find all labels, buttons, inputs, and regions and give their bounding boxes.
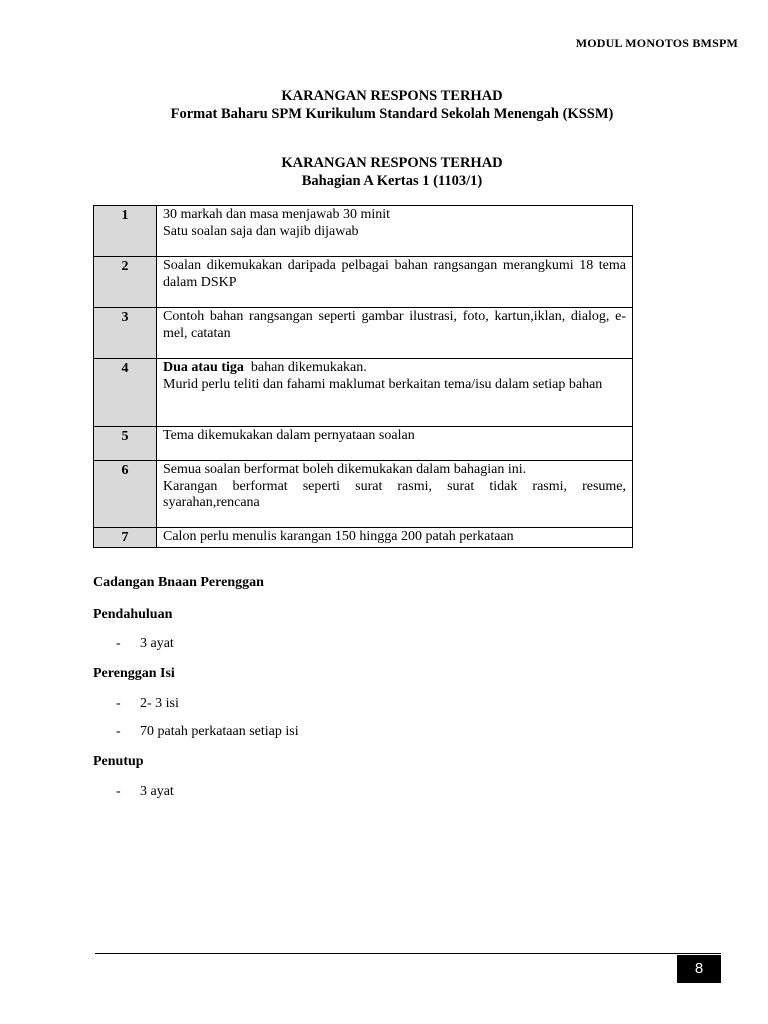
main-title-line2: Format Baharu SPM Kurikulum Standard Sekolah Menengah (KSSM) (170, 106, 614, 122)
row-number: 2 (94, 257, 157, 308)
table-row (94, 308, 633, 359)
row-text: Calon perlu menulis karangan 150 hingga 200 patah perkataan (157, 528, 633, 548)
list-item-text: 70 patah perkataan setiap isi (140, 724, 299, 739)
list-item (116, 696, 179, 712)
section-title-line2: Bahagian A Kertas 1 (1103/1) (301, 173, 483, 189)
row-text-line: 30 markah dan masa menjawab 30 minit (163, 207, 391, 222)
row-text (157, 359, 633, 427)
closing-heading: Penutup (93, 754, 144, 769)
info-table (93, 205, 633, 548)
table-row (94, 359, 633, 427)
row-text-line: Murid perlu teliti dan fahami maklumat berkaitan tema/isu dalam setiap bahan (163, 376, 603, 392)
row-number: 4 (94, 359, 157, 427)
row-text (157, 461, 633, 528)
list-item-text: 3 ayat (140, 636, 174, 651)
list-item-text: 2- 3 isi (140, 696, 179, 711)
bold-lead: Dua atau tiga (163, 360, 244, 375)
footer-divider (95, 953, 721, 954)
structure-heading: Cadangan Bnaan Perenggan (93, 575, 264, 590)
row-text-line: Karangan berformat seperti surat rasmi, surat tidak rasmi, resume, syarahan,rencana (163, 478, 626, 510)
list-item-text: 3 ayat (140, 784, 174, 799)
main-title (0, 87, 768, 123)
module-header: MODUL MONOTOS BMSPM (575, 36, 738, 50)
intro-heading: Pendahuluan (93, 607, 173, 622)
row-text (157, 206, 633, 257)
table-row (94, 528, 633, 548)
body-heading: Perenggan Isi (93, 666, 175, 681)
dash-marker: - (116, 724, 121, 739)
row-text: Contoh bahan rangsangan seperti gambar ilustrasi, foto, kartun,iklan, dialog, e-mel, catatan (157, 308, 633, 359)
row-text: Tema dikemukakan dalam pernyataan soalan (157, 427, 633, 461)
dash-marker: - (116, 696, 121, 711)
row-text-line: Semua soalan berformat boleh dikemukakan dalam bahagian ini. (163, 462, 527, 477)
lead-rest: bahan dikemukakan. (243, 360, 367, 375)
table-row (94, 461, 633, 528)
row-number: 1 (94, 206, 157, 257)
dash-marker: - (116, 636, 121, 651)
section-title-line1: KARANGAN RESPONS TERHAD (281, 155, 503, 171)
main-title-line1: KARANGAN RESPONS TERHAD (281, 88, 503, 104)
table-row (94, 427, 633, 461)
row-number: 6 (94, 461, 157, 528)
dash-marker: - (116, 784, 121, 799)
row-text: Soalan dikemukakan daripada pelbagai bahan rangsangan merangkumi 18 tema dalam DSKP (157, 257, 633, 308)
table-row (94, 206, 633, 257)
list-item (116, 724, 299, 740)
row-text-line: Satu soalan saja dan wajib dijawab (163, 223, 359, 239)
row-number: 5 (94, 427, 157, 461)
page-number: 8 (677, 955, 721, 983)
section-title (0, 154, 768, 190)
table-row (94, 257, 633, 308)
row-number: 3 (94, 308, 157, 359)
list-item (116, 636, 174, 652)
list-item (116, 784, 174, 800)
row-number: 7 (94, 528, 157, 548)
row-text-line (163, 360, 626, 377)
